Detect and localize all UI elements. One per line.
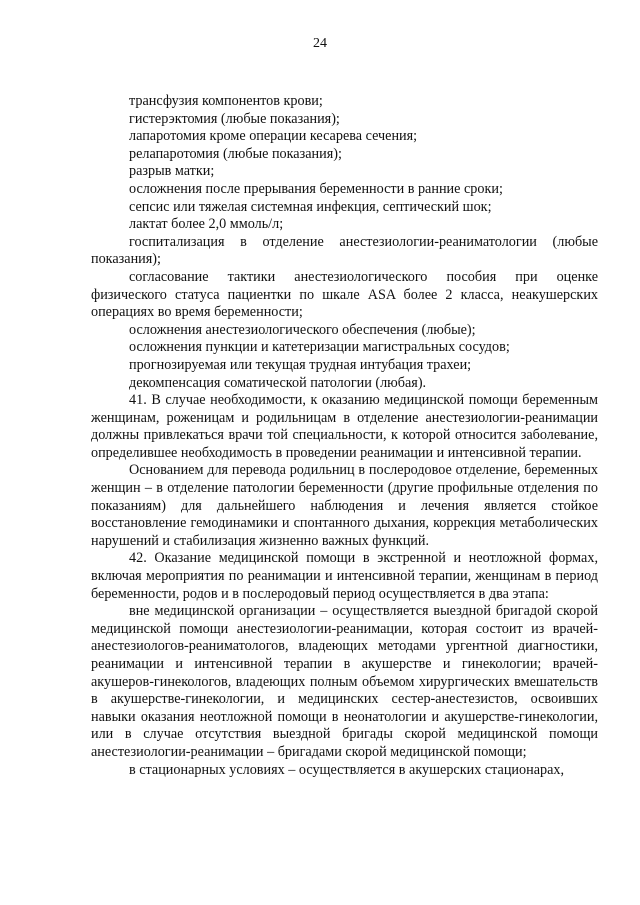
paragraph: вне медицинской организации – осуществляется выездной бригадой скорой медицинской помощи анестезиологии-реанимации, которая состоит из врачей-анестезиологов-реаниматологов, владеющих методами ургентной диагностики, реанимации и интенсивной терапии в акушерстве и гинекологии; врачей-акушеров-гинекологов, владеющих полным объемом хирургических вмешательств в акушерстве-гинекологии, и медицинских сестер-анестезистов, освоивших навыки оказания неотложной помощи в неонатологии и акушерстве-гинекологии, или в случае отсутствия выездной бригады скорой медицинской помощи анестезиологии-реанимации – бригадами скорой медицинской помощи; bbox=[91, 603, 598, 760]
paragraph: Основанием для перевода родильниц в послеродовое отделение, беременных женщин – в отделение патологии беременности (другие профильные отделения по показаниям) для дальнейшего наблюдения и лечения является стойкое восстановление гемодинамики и спонтанного дыхания, коррекция метаболических нарушений и стабилизация жизненно важных функций. bbox=[91, 462, 598, 549]
list-item: трансфузия компонентов крови; bbox=[129, 93, 323, 109]
list-item: разрыв матки; bbox=[129, 163, 215, 180]
paragraph: в стационарных условиях – осуществляется в акушерских стационарах, bbox=[129, 761, 565, 778]
paragraph: 41. В случае необходимости, к оказанию медицинской помощи беременным женщинам, роженицам и родильницам в отделение анестезиологии-реанимации должны привлекаться врачи той специальности, к которой относится заболевание, определившее необходимость в проведении реанимации и интенсивной терапии. bbox=[91, 392, 598, 461]
list-item: сепсис или тяжелая системная инфекция, септический шок; bbox=[129, 198, 492, 215]
list-item: осложнения анестезиологического обеспечения (любые); bbox=[129, 321, 476, 338]
list-item: осложнения пункции и катетеризации магистральных сосудов; bbox=[129, 339, 510, 356]
list-item: прогнозируемая или текущая трудная интубация трахеи; bbox=[129, 356, 472, 373]
list-item: декомпенсация соматической патологии (любая). bbox=[129, 374, 427, 391]
paragraph: 42. Оказание медицинской помощи в экстренной и неотложной формах, включая мероприятия по реанимации и интенсивной терапии, женщинам в период беременности, родов и в послеродовый период осуществляется в два этапа: bbox=[91, 550, 598, 602]
list-item: релапаротомия (любые показания); bbox=[129, 145, 342, 162]
list-item: согласование тактики анестезиологического пособия при оценке физического статуса пациентки по шкале ASA более 2 класса, неакушерских операциях во время беременности; bbox=[91, 268, 598, 321]
list-item: госпитализация в отделение анестезиологии-реаниматологии (любые показания); bbox=[91, 233, 598, 268]
list-item: осложнения после прерывания беременности в ранние сроки; bbox=[129, 180, 503, 197]
list-item: гистерэктомия (любые показания); bbox=[129, 110, 340, 127]
list-item: лапаротомия кроме операции кесарева сечения; bbox=[129, 128, 418, 145]
document-body bbox=[91, 93, 598, 779]
list-item: лактат более 2,0 ммоль/л; bbox=[129, 216, 284, 233]
page-number: 24 bbox=[313, 36, 327, 51]
